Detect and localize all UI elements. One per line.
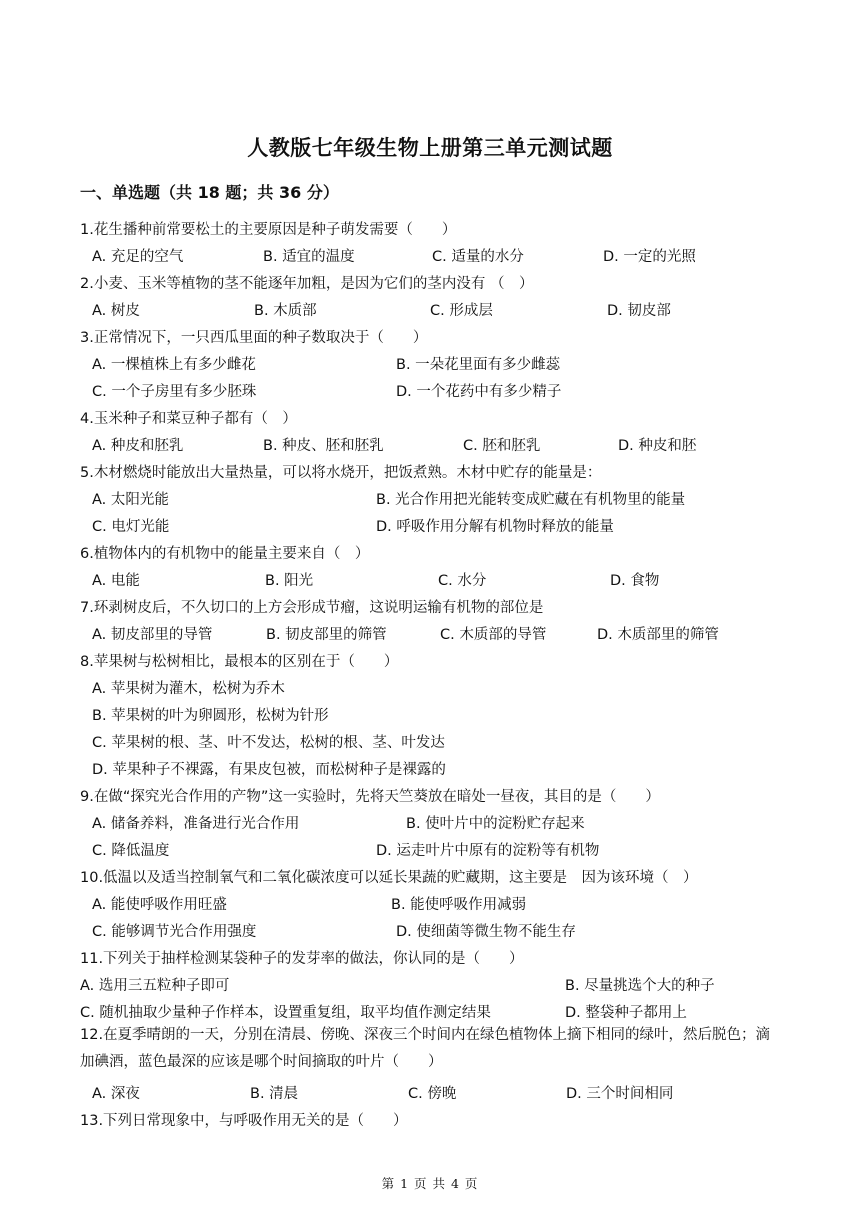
option-b: B. 阳光 xyxy=(265,573,314,589)
option-c: C. 木质部的导管 xyxy=(440,627,547,643)
option-a: A. 充足的空气 xyxy=(92,249,184,265)
question-8: 8.苹果树与松树相比，最根本的区别在于（ ） xyxy=(80,654,399,670)
question-13: 13.下列日常现象中，与呼吸作用无关的是（ ） xyxy=(80,1113,408,1129)
option-a: A. 苹果树为灌木，松树为乔木 xyxy=(92,681,285,697)
option-c: C. 傍晚 xyxy=(408,1086,457,1102)
question-11: 11.下列关于抽样检测某袋种子的发芽率的做法，你认同的是（ ） xyxy=(80,951,524,967)
option-b: B. 一朵花里面有多少雌蕊 xyxy=(396,357,561,373)
option-c: C. 胚和胚乳 xyxy=(463,438,541,454)
option-b: B. 苹果树的叶为卵圆形，松树为针形 xyxy=(92,708,329,724)
page-footer: 第 1 页 共 4 页 xyxy=(381,1176,479,1191)
option-b: B. 清晨 xyxy=(250,1086,299,1102)
option-b: B. 木质部 xyxy=(254,303,317,319)
question-9: 9.在做“探究光合作用的产物”这一实验时，先将天竺葵放在暗处一昼夜，其目的是（ ） xyxy=(80,789,660,805)
option-c: C. 随机抽取少量种子作样本，设置重复组，取平均值作测定结果 xyxy=(80,1005,491,1021)
option-b: B. 光合作用把光能转变成贮藏在有机物里的能量 xyxy=(376,492,686,508)
option-c: C. 电灯光能 xyxy=(92,519,170,535)
option-d: D. 食物 xyxy=(610,573,660,589)
option-b: B. 韧皮部里的筛管 xyxy=(266,627,387,643)
option-b: B. 使叶片中的淀粉贮存起来 xyxy=(406,816,585,832)
option-d: D. 使细菌等微生物不能生存 xyxy=(396,924,576,940)
option-d: D. 三个时间相同 xyxy=(566,1086,674,1102)
question-12: 12.在夏季晴朗的一天，分别在清晨、傍晚、深夜三个时间内在绿色植物体上摘下相同的绿叶，然后脱色；滴加碘酒，蓝色最深的应该是哪个时间摘取的叶片（ ） xyxy=(80,1027,771,1070)
option-d: D. 一定的光照 xyxy=(603,249,696,265)
option-c: C. 水分 xyxy=(438,573,487,589)
option-d: D. 苹果种子不裸露，有果皮包被，而松树种子是裸露的 xyxy=(92,762,446,778)
option-a: A. 电能 xyxy=(92,573,140,589)
option-a: A. 一棵植株上有多少雌花 xyxy=(92,357,256,373)
option-d: D. 呼吸作用分解有机物时释放的能量 xyxy=(376,519,614,535)
option-a: A. 种皮和胚乳 xyxy=(92,438,184,454)
question-6: 6.植物体内的有机物中的能量主要来自（ ） xyxy=(80,546,370,562)
question-3: 3.正常情况下，一只西瓜里面的种子数取决于（ ） xyxy=(80,330,428,346)
question-10: 10.低温以及适当控制氧气和二氧化碳浓度可以延长果蔬的贮藏期，这主要是 因为该环境（ ） xyxy=(80,870,698,886)
question-5: 5.木材燃烧时能放出大量热量，可以将水烧开，把饭煮熟。木材中贮存的能量是： xyxy=(80,465,602,481)
option-b: B. 适宜的温度 xyxy=(263,249,355,265)
question-2: 2.小麦、玉米等植物的茎不能逐年加粗，是因为它们的茎内没有 （ ） xyxy=(80,276,534,292)
question-7: 7.环剥树皮后，不久切口的上方会形成节瘤，这说明运输有机物的部位是 xyxy=(80,600,544,616)
option-d: D. 种皮和胚 xyxy=(618,438,697,454)
option-a: A. 深夜 xyxy=(92,1086,140,1102)
option-d: D. 运走叶片中原有的淀粉等有机物 xyxy=(376,843,600,859)
option-a: A. 树皮 xyxy=(92,303,140,319)
option-b: B. 能使呼吸作用减弱 xyxy=(391,897,527,913)
option-a: A. 太阳光能 xyxy=(92,492,169,508)
page-title: 人教版七年级生物上册第三单元测试题 xyxy=(247,136,613,160)
option-b: B. 种皮、胚和胚乳 xyxy=(263,438,384,454)
option-a: A. 储备养料，准备进行光合作用 xyxy=(92,816,300,832)
option-d: D. 一个花药中有多少精子 xyxy=(396,384,562,400)
option-c: C. 能够调节光合作用强度 xyxy=(92,924,257,940)
option-a: A. 韧皮部里的导管 xyxy=(92,627,213,643)
option-a: A. 能使呼吸作用旺盛 xyxy=(92,897,227,913)
option-c: C. 一个子房里有多少胚珠 xyxy=(92,384,257,400)
option-b: B. 尽量挑选个大的种子 xyxy=(565,978,715,994)
option-d: D. 整袋种子都用上 xyxy=(565,1005,687,1021)
option-d: D. 木质部里的筛管 xyxy=(597,627,719,643)
question-4: 4.玉米种子和菜豆种子都有（ ） xyxy=(80,411,297,427)
option-c: C. 苹果树的根、茎、叶不发达，松树的根、茎、叶发达 xyxy=(92,735,445,751)
option-c: C. 适量的水分 xyxy=(432,249,524,265)
option-d: D. 韧皮部 xyxy=(607,303,671,319)
question-1: 1.花生播种前常要松土的主要原因是种子萌发需要（ ） xyxy=(80,222,457,238)
option-c: C. 形成层 xyxy=(430,303,493,319)
option-a: A. 选用三五粒种子即可 xyxy=(80,978,230,994)
section-heading: 一、单选题（共 18 题；共 36 分） xyxy=(80,183,339,202)
option-c: C. 降低温度 xyxy=(92,843,170,859)
